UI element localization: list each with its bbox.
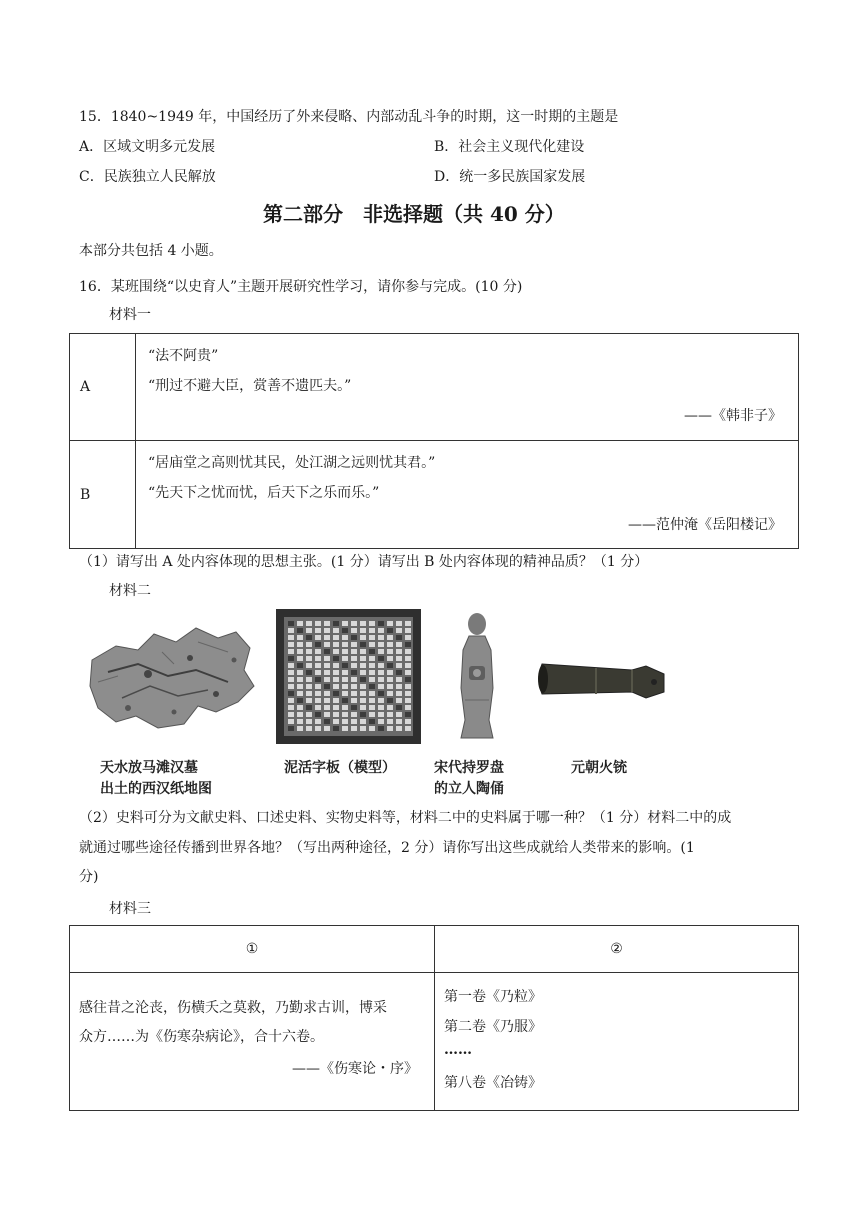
q15-option-a: A．区域文明多元发展 bbox=[79, 139, 216, 155]
col1-line1: 感往昔之沦丧，伤横夭之莫救，乃勤求古训，博采 bbox=[79, 999, 387, 1016]
row-a-key: A bbox=[70, 334, 136, 441]
row-a-content bbox=[136, 334, 799, 441]
figure1-caption-2: 出土的西汉纸地图 bbox=[100, 781, 212, 797]
figure2-caption: 泥活字板（模型） bbox=[284, 760, 396, 776]
q15-stem: 15．1840~1949 年，中国经历了外来侵略、内部动乱斗争的时期，这一时期的主题是 bbox=[79, 109, 619, 125]
q15-option-c: C．民族独立人民解放 bbox=[79, 169, 216, 185]
row-b-content bbox=[136, 441, 799, 549]
material3-table bbox=[69, 925, 799, 1111]
col1-line2: 众方……为《伤寒杂病论》，合十六卷。 bbox=[79, 1028, 324, 1045]
row-a-line2: “刑过不避大臣，赏善不遗匹夫。” bbox=[148, 377, 352, 394]
row-a-source: ——《韩非子》 bbox=[684, 407, 782, 424]
q15-option-b: B．社会主义现代化建设 bbox=[434, 139, 585, 155]
col1-source: ——《伤寒论・序》 bbox=[292, 1060, 418, 1077]
row-b-line1: “居庙堂之高则忧其民，处江湖之远则忧其君。” bbox=[148, 454, 436, 471]
part2-title: 第二部分 非选择题（共 40 分） bbox=[263, 202, 565, 226]
row-b-line2: “先天下之忧而忧，后天下之乐而乐。” bbox=[148, 484, 380, 501]
row-a-line1: “法不阿贵” bbox=[148, 347, 219, 364]
col2-item: 第八卷《冶铸》 bbox=[444, 1074, 542, 1091]
q15-option-d: D．统一多民族国家发展 bbox=[434, 169, 586, 185]
fire-lance-image bbox=[536, 648, 670, 708]
part2-intro: 本部分共包括 4 小题。 bbox=[79, 243, 223, 259]
col2-header: ② bbox=[435, 926, 799, 973]
figurine-image bbox=[447, 610, 507, 745]
row-b-source: ——范仲淹《岳阳楼记》 bbox=[628, 516, 782, 533]
col2-item: …… bbox=[444, 1041, 472, 1058]
figure3-caption-1: 宋代持罗盘 bbox=[434, 760, 504, 776]
material3-label: 材料三 bbox=[109, 901, 151, 917]
q16-stem: 16．某班围绕“以史育人”主题开展研究性学习，请你参与完成。(10 分) bbox=[79, 279, 523, 295]
material1-label: 材料一 bbox=[109, 307, 151, 323]
figure4-caption: 元朝火铳 bbox=[571, 760, 627, 776]
figure3-caption-2: 的立人陶俑 bbox=[434, 781, 504, 797]
figure1-caption-1: 天水放马滩汉墓 bbox=[100, 760, 198, 776]
q16-sub2-line2: 就通过哪些途径传播到世界各地？（写出两种途径，2 分）请你写出这些成就给人类带来的影响。(1 bbox=[79, 840, 695, 856]
col1-header: ① bbox=[70, 926, 435, 973]
material1-table bbox=[69, 333, 799, 549]
q16-sub1: （1）请写出 A 处内容体现的思想主张。(1 分）请写出 B 处内容体现的精神品质？（1 分） bbox=[79, 554, 649, 570]
movable-type-image bbox=[276, 609, 421, 744]
col2-item: 第一卷《乃粒》 bbox=[444, 988, 542, 1005]
col1-content bbox=[70, 973, 435, 1111]
paper-map-image bbox=[78, 612, 258, 747]
q16-sub2-line1: （2）史料可分为文献史料、口述史料、实物史料等，材料二中的史料属于哪一种？（1 分）材料二中的成 bbox=[79, 810, 732, 826]
col2-content bbox=[435, 973, 799, 1111]
col2-item: 第二卷《乃服》 bbox=[444, 1018, 542, 1035]
row-b-key: B bbox=[70, 441, 136, 549]
q16-sub2-line3: 分) bbox=[79, 869, 99, 885]
material2-label: 材料二 bbox=[109, 583, 151, 599]
